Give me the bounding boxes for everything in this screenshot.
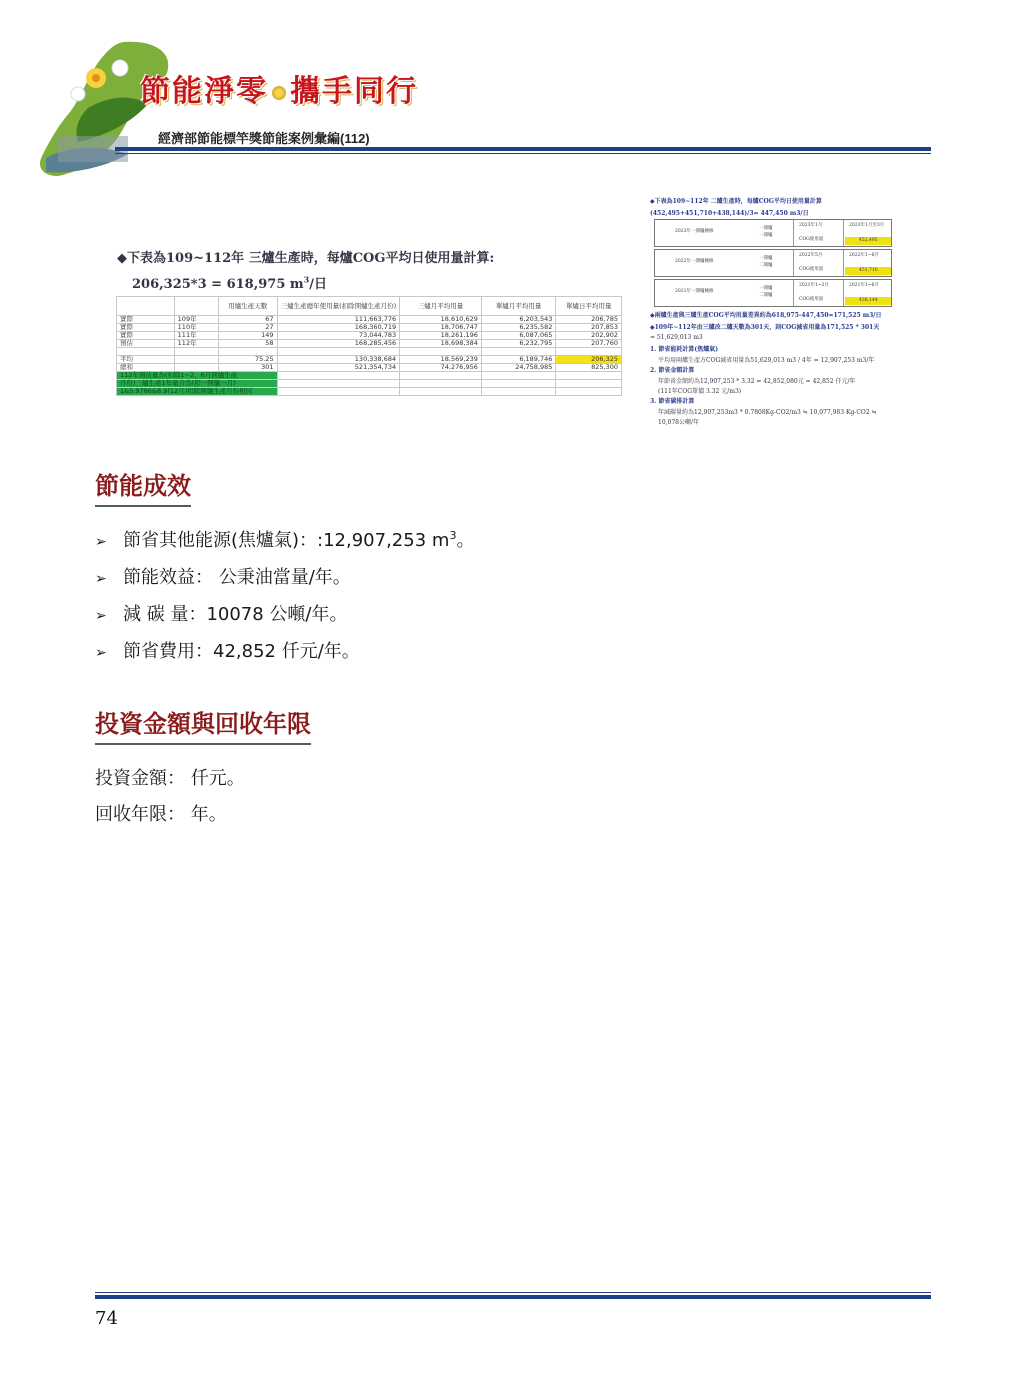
- table-cell: [556, 372, 622, 380]
- calc-line: 平均用兩爐生產方COG減省用量為51,629,013 m3 / 4年 = 12,907,253 m3/年: [658, 357, 875, 364]
- figure-calculation-sheet: [648, 192, 910, 428]
- table-cell: [481, 380, 556, 388]
- mini-cell: 438,144: [859, 298, 878, 303]
- mini-cell: 2023年1月: [799, 223, 823, 228]
- bullet-text: 節省費用：42,852 仟元/年。: [123, 641, 360, 662]
- table-header-cell: 三爐月平均用量: [400, 297, 482, 316]
- calc-line: 年減碳量約為12,907,253m3 * 0.7808Kg-CO2/m3 ≒ 10,077,983 Kg-CO2 ≒: [658, 409, 877, 416]
- table-divider: [793, 250, 794, 276]
- mini-cell: 2023年一開爐檢修: [675, 229, 714, 234]
- table-header-cell: 單爐月平均用量: [481, 297, 556, 316]
- table-cell: 58: [219, 340, 278, 348]
- table-cell: 168,285,456: [277, 340, 400, 348]
- mini-cell: 452,495: [859, 238, 878, 243]
- table-cell: 111,663,776: [277, 316, 400, 324]
- table-cell: 27: [219, 324, 278, 332]
- bullet-item: [95, 526, 474, 552]
- table-cell: 6,235,582: [481, 324, 556, 332]
- calc-line: ◆109年~112年由三爐改二爐天數為301天，則COG減省用量為171,525 * 301天: [650, 324, 880, 331]
- table-cell: 112年: [174, 340, 218, 348]
- table-cell: 18,706,747: [400, 324, 482, 332]
- table-cell: 平均: [117, 356, 175, 364]
- table-cell: 825,300: [556, 364, 622, 372]
- table-cell: 206,325: [556, 356, 622, 364]
- calc-line: ◆兩爐生產與三爐生產COG平均用量差異約為618,975-447,450=171,525 m3/日: [650, 312, 882, 319]
- bullet-end: 。: [456, 530, 475, 551]
- table-divider: [793, 280, 794, 306]
- investment-amount: 投資金額： 仟元。: [95, 768, 245, 789]
- mini-cell: 2022年1~6月: [849, 253, 879, 258]
- table-cell: 18,698,384: [400, 340, 482, 348]
- cog-usage-table: [116, 296, 622, 396]
- table-cell: 實際: [117, 324, 175, 332]
- table-cell: 75.25: [219, 356, 278, 364]
- table-cell: 6,087,065: [481, 332, 556, 340]
- table-cell: [400, 388, 482, 396]
- table-cell: 206,785: [556, 316, 622, 324]
- table-header-cell: 單爐日平均用量: [556, 297, 622, 316]
- note-cell: 112年預估量為(扣除1~2、6月開爐生產: [117, 372, 278, 380]
- table-cell: 521,354,734: [277, 364, 400, 372]
- note-row: [117, 388, 622, 396]
- table-cell: 168,360,719: [277, 324, 400, 332]
- table-cell: 130,338,684: [277, 356, 400, 364]
- figure-left-caption: ◆下表為109~112年 三爐生產時，每爐COG平均日使用量計算:: [117, 251, 495, 266]
- arrow-bullet-icon: ➢: [95, 608, 107, 624]
- table-cell: 111年: [174, 332, 218, 340]
- formula-text: 206,325*3 = 618,975 m: [132, 277, 304, 292]
- table-cell: 18,610,629: [400, 316, 482, 324]
- table-cell: 74,276,956: [400, 364, 482, 372]
- table-cell: [481, 388, 556, 396]
- table-cell: [481, 372, 556, 380]
- table-divider: [843, 220, 844, 246]
- mini-cell: 2023年1月至3月: [849, 223, 885, 228]
- header-title: [140, 66, 418, 110]
- mini-cell: 一開爐: [759, 256, 773, 261]
- mini-table: [654, 249, 892, 277]
- table-divider: [843, 250, 844, 276]
- table-cell: 202,902: [556, 332, 622, 340]
- mini-cell: 2022年5月: [799, 253, 823, 258]
- mini-cell: 一開爐: [759, 286, 773, 291]
- arrow-bullet-icon: ➢: [95, 645, 107, 661]
- table-cell: [277, 380, 400, 388]
- header-subtitle: 經濟部節能標竿獎節能案例彙編(112): [158, 131, 370, 146]
- mini-cell: 一開爐: [759, 226, 773, 231]
- bullet-text: 節省其他能源(焦爐氣)：:12,907,253 m: [123, 530, 450, 551]
- table-cell: 實際: [117, 316, 175, 324]
- table-cell: 109年: [174, 316, 218, 324]
- coin-icon: [272, 86, 286, 100]
- formula-sup: 3: [303, 274, 310, 285]
- table-cell: [400, 380, 482, 388]
- title-part2: 攜手同行: [290, 74, 418, 109]
- calc-line: 年節省金額約為12,907,253 * 3.32 = 42,852,080元 = 42,852 仟元/年: [658, 378, 856, 385]
- table-header-cell: [117, 297, 175, 316]
- table-cell: 73,044,783: [277, 332, 400, 340]
- table-cell: 預估: [117, 340, 175, 348]
- title-part1: 節能淨零: [140, 74, 268, 109]
- table-cell: 18,261,196: [400, 332, 482, 340]
- mini-cell: 451,710: [859, 268, 878, 273]
- calc-line: (111年COG單價 3.32 元/m3): [658, 388, 742, 395]
- mini-cell: 2021年一開爐檢修: [675, 289, 714, 294]
- mini-cell: COG使用量: [799, 297, 824, 302]
- table-cell: 67: [219, 316, 278, 324]
- table-header-cell: 用爐生產天數: [219, 297, 278, 316]
- calc-line: 2. 節省金額計算: [650, 367, 695, 374]
- header-rule: [115, 147, 931, 151]
- calc-line: 1. 節省能耗計算(焦爐氣): [650, 346, 719, 353]
- table-cell: 207,760: [556, 340, 622, 348]
- table-row: [117, 340, 622, 348]
- table-cell: 6,189,746: [481, 356, 556, 364]
- table-cell: 110年: [174, 324, 218, 332]
- formula-unit: /日: [309, 277, 327, 292]
- figure-three-furnace-table: [112, 240, 622, 420]
- mini-table: [654, 219, 892, 247]
- calc-line: (452,495+451,710+438,144)/3= 447,450 m3/日: [650, 210, 809, 217]
- table-cell: [556, 388, 622, 396]
- arrow-bullet-icon: ➢: [95, 571, 107, 587]
- mini-table: [654, 279, 892, 307]
- table-cell: 24,758,985: [481, 364, 556, 372]
- bullet-sup: 3: [449, 529, 457, 542]
- table-cell: 18,569,239: [400, 356, 482, 364]
- bullet-item: [95, 600, 348, 626]
- table-divider: [843, 280, 844, 306]
- bullet-item: [95, 637, 360, 663]
- table-header-cell: 三爐生產總年使用量(扣除開爐生產月份): [277, 297, 400, 316]
- bullet-item: [95, 563, 351, 589]
- table-cell: 實際: [117, 332, 175, 340]
- figure-left-formula: [132, 273, 327, 292]
- payback-period: 回收年限： 年。: [95, 804, 227, 825]
- calc-line: 3. 節省碳排計算: [650, 398, 695, 405]
- footer-rule: [95, 1295, 931, 1299]
- table-header-row: [117, 297, 622, 316]
- table-cell: [277, 388, 400, 396]
- mini-cell: 一開爐: [759, 233, 773, 238]
- page-number: 74: [95, 1308, 118, 1329]
- section-heading-effect: 節能成效: [95, 466, 191, 507]
- table-cell: 6,232,795: [481, 340, 556, 348]
- bullet-text: 節能效益： 公秉油當量/年。: [123, 567, 351, 588]
- footer-rule-thin: [95, 1292, 931, 1293]
- mini-cell: COG使用量: [799, 237, 824, 242]
- table-cell: 149: [219, 332, 278, 340]
- mini-cell: 2021年1~6月: [849, 283, 879, 288]
- note-cell: 1&5.9786&8.9(12月)扣除開爐生產月份相同: [117, 388, 278, 396]
- mini-cell: 2022年一開爐檢修: [675, 259, 714, 264]
- table-cell: 總和: [117, 364, 175, 372]
- table-cell: 301: [219, 364, 278, 372]
- table-cell: [400, 372, 482, 380]
- calc-line: 10,078公噸/年: [658, 419, 700, 426]
- table-cell: 6,203,543: [481, 316, 556, 324]
- mini-cell: 二開爐: [759, 293, 773, 298]
- bullet-text: 減 碳 量：10078 公噸/年。: [123, 604, 348, 625]
- note-cell: 月份)三爐生產1年量合為(扣一開爐一月): [117, 380, 278, 388]
- table-cell: 207,853: [556, 324, 622, 332]
- table-header-cell: [174, 297, 218, 316]
- mini-cell: 2021年1~2月: [799, 283, 829, 288]
- mini-cell: 二開爐: [759, 263, 773, 268]
- calc-line: = 51,629,013 m3: [650, 334, 703, 341]
- table-cell: [556, 380, 622, 388]
- table-divider: [793, 220, 794, 246]
- table-cell: [174, 356, 218, 364]
- section-heading-investment: 投資金額與回收年限: [95, 704, 311, 745]
- header-rule-thin: [115, 153, 931, 154]
- calc-line: ◆下表為109~112年 二爐生產時，每爐COG平均日使用量計算: [650, 198, 822, 205]
- table-cell: [174, 348, 218, 356]
- mini-cell: COG使用量: [799, 267, 824, 272]
- table-cell: [277, 372, 400, 380]
- arrow-bullet-icon: ➢: [95, 534, 107, 550]
